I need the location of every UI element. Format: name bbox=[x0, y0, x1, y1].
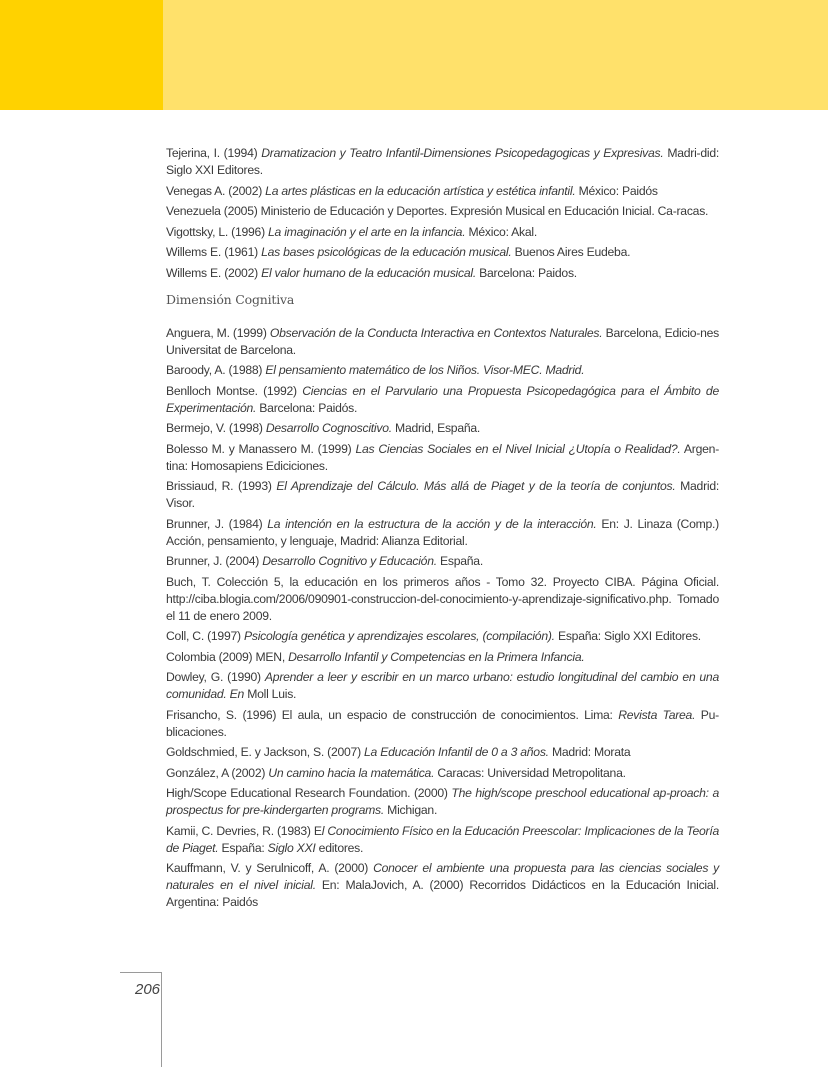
reference-text: Colombia (2009) MEN, bbox=[166, 649, 289, 664]
reference-entry bbox=[166, 441, 719, 475]
reference-text: Benlloch Montse. (1992) bbox=[166, 383, 303, 398]
reference-text: editores. bbox=[315, 840, 364, 855]
reference-text: Frisancho, S. (1996) El aula, un espacio de construcción de conocimientos. Lima: bbox=[166, 707, 619, 722]
reference-title: La intención en la estructura de la acción y de la interacción. bbox=[267, 516, 597, 531]
reference-text: México: Akal. bbox=[465, 224, 538, 239]
reference-text: Venegas A. (2002) bbox=[166, 183, 266, 198]
reference-entry bbox=[166, 203, 719, 220]
reference-text: Buenos Aires Eudeba. bbox=[511, 245, 631, 259]
reference-text: España: Siglo XXI Editores. bbox=[554, 629, 701, 643]
reference-entry bbox=[166, 183, 719, 200]
reference-text: México: Paidós bbox=[575, 183, 658, 198]
reference-title: La artes plásticas en la educación artística y estética infantil. bbox=[265, 183, 576, 198]
page-number: 206 bbox=[135, 981, 161, 998]
reference-text: España. bbox=[436, 554, 483, 568]
reference-text: Madrid: Visor. bbox=[166, 479, 719, 510]
reference-title: Observación de la Conducta Interactiva en Contextos Naturales. bbox=[269, 325, 603, 340]
reference-text: Kamii, C. Devries, R. (1983) E bbox=[166, 823, 322, 838]
reference-text: Caracas: Universidad Metropolitana. bbox=[434, 765, 626, 780]
header-band-right bbox=[163, 0, 828, 110]
reference-entry bbox=[166, 478, 719, 512]
reference-entry bbox=[166, 860, 719, 911]
footer-rule-vertical bbox=[161, 972, 162, 1067]
reference-entry bbox=[166, 362, 719, 379]
reference-title: Desarrollo Infantil y Competencias en la Primera Infancia. bbox=[288, 649, 585, 664]
reference-entry bbox=[166, 244, 719, 261]
reference-title: El pensamiento matemático de los Niños. Visor-MEC. Madrid. bbox=[265, 363, 585, 377]
reference-entry bbox=[166, 785, 719, 819]
reference-entry bbox=[166, 224, 719, 241]
reference-text: Anguera, M. (1999) bbox=[166, 325, 270, 340]
reference-title: Dramatizacion y Teatro Infantil-Dimensiones Psicopedagogicas y Expresivas. bbox=[261, 146, 664, 160]
reference-entry bbox=[166, 649, 719, 666]
reference-title: Un camino hacia la matemática. bbox=[268, 765, 435, 780]
reference-title: El valor humano de la educación musical. bbox=[261, 265, 476, 280]
reference-title: l Conocimiento Físico en la Educación Preescolar: Implicaciones de la Teoría de Piaget. bbox=[166, 823, 719, 855]
reference-entry bbox=[166, 765, 719, 782]
reference-title: The high/scope preschool educational ap-proach: a prospectus for pre-kindergarten programs. bbox=[166, 786, 719, 817]
reference-entry bbox=[166, 823, 719, 857]
reference-entry bbox=[166, 744, 719, 761]
reference-entry bbox=[166, 669, 719, 703]
reference-entry bbox=[166, 325, 719, 359]
reference-title: La imaginación y el arte en la infancia. bbox=[268, 224, 466, 239]
reference-text: Dowley, G. (1990) bbox=[166, 670, 265, 684]
reference-title: La Educación Infantil de 0 a 3 años. bbox=[364, 745, 549, 759]
reference-text: González, A (2002) bbox=[166, 765, 269, 780]
reference-text: Bermejo, V. (1998) bbox=[166, 421, 266, 435]
reference-title: Revista Tarea. bbox=[618, 707, 696, 722]
reference-title: Las Ciencias Sociales en el Nivel Inicial ¿Utopía o Realidad?. bbox=[355, 441, 681, 456]
reference-text: Barcelona, Edicio-nes Universitat de Barcelona. bbox=[166, 325, 719, 357]
reference-text: Coll, C. (1997) bbox=[166, 629, 244, 643]
reference-text: España: bbox=[218, 840, 268, 855]
reference-title: Psicología genética y aprendizajes escolares, (compilación). bbox=[243, 629, 555, 643]
reference-text: En: J. Linaza (Comp.) Acción, pensamiento, y lenguaje, Madrid: Alianza Editorial. bbox=[166, 516, 719, 548]
reference-list-top bbox=[166, 145, 719, 282]
reference-text: Brissiaud, R. (1993) bbox=[166, 479, 277, 493]
reference-title: Ciencias en el Parvulario una Propuesta Psicopedagógica para el Ámbito de Experimentación. bbox=[166, 383, 719, 415]
footer-rule-horizontal bbox=[120, 972, 162, 973]
reference-text: Willems E. (2002) bbox=[166, 265, 262, 280]
reference-text: Argen-tina: Homosapiens Ediciciones. bbox=[166, 441, 720, 473]
reference-text: Barcelona: Paidós. bbox=[256, 400, 358, 415]
reference-title: Las bases psicológicas de la educación musical. bbox=[261, 245, 512, 259]
header-band bbox=[0, 0, 828, 110]
reference-entry bbox=[166, 420, 719, 437]
reference-entry bbox=[166, 265, 719, 282]
reference-entry bbox=[166, 516, 719, 550]
reference-text: Brunner, J. (2004) bbox=[166, 554, 263, 568]
reference-entry bbox=[166, 628, 719, 645]
reference-text: Baroody, A. (1988) bbox=[166, 363, 266, 377]
header-band-left bbox=[0, 0, 163, 110]
reference-text: Venezuela (2005) Ministerio de Educación y Deportes. Expresión Musical en Educación Inicial. Ca-racas. bbox=[166, 204, 709, 218]
reference-entry bbox=[166, 383, 719, 417]
reference-list-cognitiva bbox=[166, 325, 719, 912]
reference-text: High/Scope Educational Research Foundation. (2000) bbox=[166, 786, 452, 800]
reference-text: Kauffmann, V. y Serulnicoff, A. (2000) bbox=[166, 861, 374, 875]
reference-text: En: MalaJovich, A. (2000) Recorridos Didácticos en la Educación Inicial. Argentina: Paidós bbox=[166, 878, 719, 909]
reference-text: Buch, T. Colección 5, la educación en los primeros años - Tomo 32. Proyecto CIBA. Página Oficial. http://ciba.blogia.com/2006/090901-construccion-del-conocimiento-y-aprendizaje-significativo.php. Tomado el 11 de enero 2009. bbox=[166, 574, 719, 623]
reference-entry bbox=[166, 553, 719, 570]
reference-title: Siglo XXI bbox=[267, 840, 316, 855]
reference-text: Madri-did: Siglo XXI Editores. bbox=[166, 146, 719, 177]
reference-text: Tejerina, I. (1994) bbox=[166, 146, 262, 160]
reference-text: Moll Luis. bbox=[244, 687, 297, 701]
reference-entry bbox=[166, 145, 719, 179]
reference-text: Willems E. (1961) bbox=[166, 245, 262, 259]
reference-entry bbox=[166, 707, 719, 741]
reference-text: Madrid, España. bbox=[391, 421, 481, 435]
reference-text: Pu-blicaciones. bbox=[166, 707, 719, 739]
reference-title: El Aprendizaje del Cálculo. Más allá de Piaget y de la teoría de conjuntos. bbox=[276, 479, 676, 493]
reference-title: Conocer el ambiente una propuesta para las ciencias sociales y naturales en el nivel inicial. bbox=[166, 861, 719, 892]
reference-title: Desarrollo Cognitivo y Educación. bbox=[262, 554, 437, 568]
reference-text: Bolesso M. y Manassero M. (1999) bbox=[166, 441, 356, 456]
reference-text: Michigan. bbox=[384, 803, 438, 817]
bibliography-content bbox=[166, 145, 719, 915]
reference-entry bbox=[166, 574, 719, 625]
reference-text: Goldschmied, E. y Jackson, S. (2007) bbox=[166, 745, 365, 759]
reference-text: Vigottsky, L. (1996) bbox=[166, 224, 269, 239]
reference-title: Aprender a leer y escribir en un marco urbano: estudio longitudinal del cambio en una comunidad. En bbox=[166, 670, 719, 701]
reference-title: Desarrollo Cognoscitivo. bbox=[265, 421, 392, 435]
section-title: Dimensión Cognitiva bbox=[166, 291, 295, 307]
reference-text: Brunner, J. (1984) bbox=[166, 516, 268, 531]
reference-text: Barcelona: Paidos. bbox=[475, 265, 577, 280]
reference-text: Madrid: Morata bbox=[548, 745, 631, 759]
